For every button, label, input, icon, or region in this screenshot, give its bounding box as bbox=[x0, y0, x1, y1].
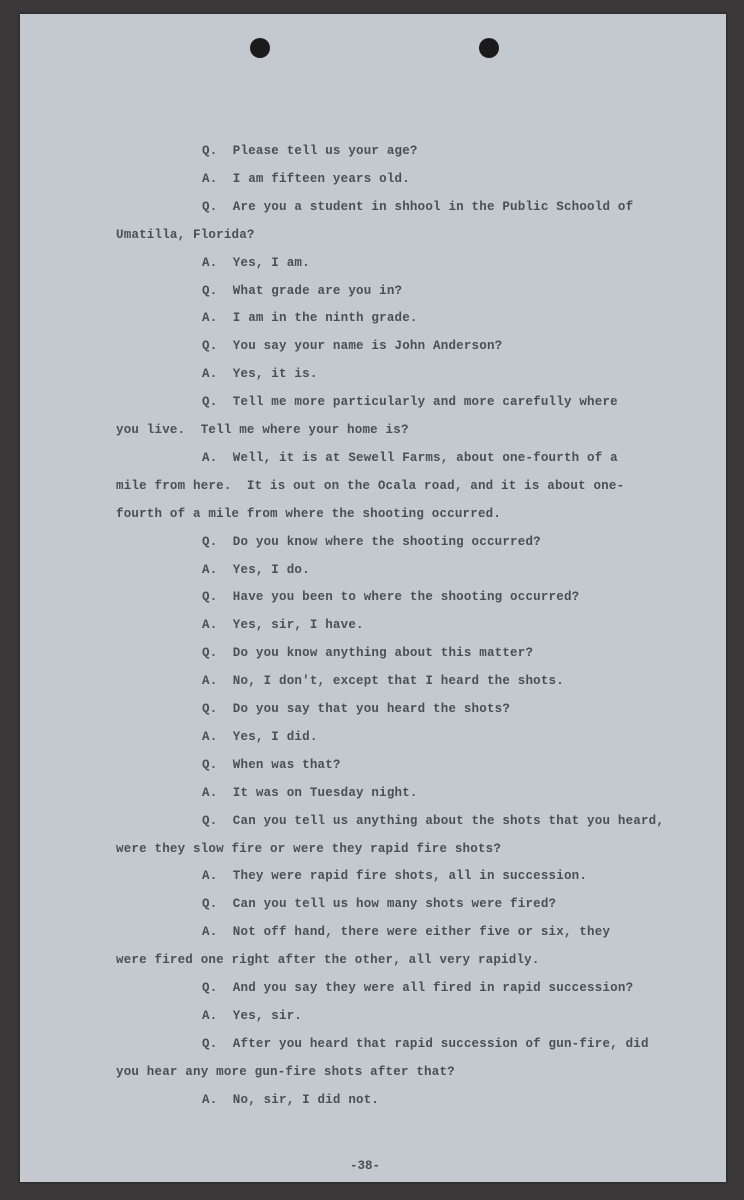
transcript-line: Q. You say your name is John Anderson? bbox=[202, 339, 503, 354]
transcript-line: A. No, sir, I did not. bbox=[202, 1092, 380, 1107]
transcript-line: A. I am fifteen years old. bbox=[202, 171, 410, 186]
transcript-line: Q. When was that? bbox=[202, 757, 341, 772]
document-page bbox=[20, 14, 726, 1182]
punch-hole-right bbox=[479, 38, 499, 58]
transcript-line: mile from here. It is out on the Ocala road, and it is about one- bbox=[116, 478, 625, 493]
punch-hole-left bbox=[250, 38, 270, 58]
transcript-line: A. They were rapid fire shots, all in succession. bbox=[202, 869, 588, 884]
page-number: -38- bbox=[350, 1159, 381, 1173]
transcript-line: were they slow fire or were they rapid fire shots? bbox=[116, 841, 502, 856]
transcript-line: Q. Can you tell us how many shots were fired? bbox=[202, 897, 557, 912]
transcript-line: A. No, I don't, except that I heard the shots. bbox=[202, 674, 564, 689]
transcript-line: A. It was on Tuesday night. bbox=[202, 785, 418, 800]
transcript-line: Q. Do you know where the shooting occurred? bbox=[202, 534, 541, 549]
transcript-line: Q. Can you tell us anything about the shots that you heard, bbox=[202, 813, 665, 828]
transcript-line: Q. Please tell us your age? bbox=[202, 144, 418, 158]
transcript-line: were fired one right after the other, all very rapidly. bbox=[116, 953, 540, 968]
transcript-line: Q. Do you say that you heard the shots? bbox=[202, 702, 511, 716]
transcript-line: Q. After you heard that rapid succession of gun-fire, did bbox=[202, 1036, 649, 1051]
transcript-line: Q. Have you been to where the shooting occurred? bbox=[202, 590, 580, 605]
transcript-line: A. Not off hand, there were either five or six, they bbox=[202, 925, 611, 940]
transcript-line: A. I am in the ninth grade. bbox=[202, 311, 418, 326]
transcript-line: Q. And you say they were all fired in rapid succession? bbox=[202, 981, 634, 995]
transcript-line: Q. Tell me more particularly and more carefully where bbox=[202, 395, 618, 410]
transcript-line: A. Yes, sir, I have. bbox=[202, 618, 364, 633]
transcript-line: Q. Are you a student in shhool in the Public Schoold of bbox=[202, 199, 634, 214]
transcript-line: A. Yes, sir. bbox=[202, 1008, 303, 1023]
transcript-line: Q. Do you know anything about this matter? bbox=[202, 646, 534, 661]
transcript-line: you live. Tell me where your home is? bbox=[116, 423, 409, 437]
transcript-line: Q. What grade are you in? bbox=[202, 283, 403, 298]
transcript-line: Umatilla, Florida? bbox=[116, 227, 255, 242]
transcript-line: A. Well, it is at Sewell Farms, about one-fourth of a bbox=[202, 450, 618, 465]
transcript-line: A. Yes, I am. bbox=[202, 255, 310, 270]
transcript-line: A. Yes, I do. bbox=[202, 562, 310, 577]
transcript-line: you hear any more gun-fire shots after that? bbox=[116, 1064, 455, 1079]
transcript-line: A. Yes, it is. bbox=[202, 367, 318, 382]
transcript-line: A. Yes, I did. bbox=[202, 729, 318, 744]
transcript-line: fourth of a mile from where the shooting occurred. bbox=[116, 506, 502, 521]
